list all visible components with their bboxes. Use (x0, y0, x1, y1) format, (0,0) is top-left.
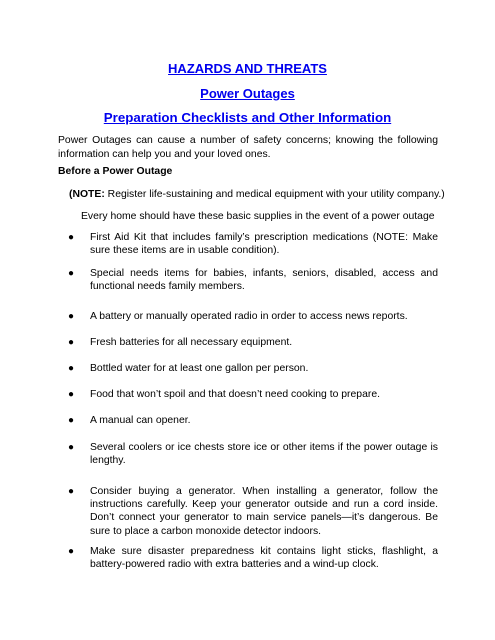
before-outage-heading: Before a Power Outage (58, 166, 173, 177)
note-text: Register life-sustaining and medical equipment with your utility company.) (104, 189, 445, 200)
list-item (58, 336, 438, 349)
list-item (58, 231, 438, 257)
list-item (58, 267, 438, 293)
list-item-text: Bottled water for at least one gallon per person. (90, 363, 309, 374)
list-item (58, 414, 438, 427)
bullet-icon: ● (68, 486, 75, 497)
bullet-icon: ● (68, 337, 75, 348)
document-title[interactable]: HAZARDS AND THREATS (168, 61, 327, 76)
list-item-text: A manual can opener. (90, 415, 191, 426)
note-label: NOTE: (72, 189, 105, 200)
list-item (58, 388, 438, 401)
list-item-text: Fresh batteries for all necessary equipment. (90, 337, 293, 348)
intro-paragraph: Power Outages can cause a number of safety concerns; knowing the following information can help you and your loved ones. (58, 135, 438, 160)
bullet-icon: ● (68, 311, 75, 322)
list-item (58, 545, 438, 571)
bullet-icon: ● (68, 232, 75, 243)
note-open: ( (69, 189, 73, 200)
note-line (69, 189, 445, 200)
list-item-text: First Aid Kit that includes family’s prescription medications (NOTE: Make sure these items are in usable condition). (90, 232, 438, 257)
bullet-icon: ● (68, 268, 75, 279)
bullet-icon: ● (68, 363, 75, 374)
bullet-icon: ● (68, 389, 75, 400)
list-item-text: Consider buying a generator. When installing a generator, follow the instructions carefully. Keep your generator outside and run a cord inside. Don’t connect your generator to main service panels—it’s dangerous. Be sure to place a carbon monoxide detector indoors. (90, 486, 438, 537)
list-item (58, 485, 438, 538)
list-item-text: Several coolers or ice chests store ice or other items if the power outage is lengthy. (90, 442, 438, 467)
list-item (58, 362, 438, 375)
bullet-icon: ● (68, 415, 75, 426)
list-item-text: A battery or manually operated radio in order to access news reports. (90, 311, 408, 322)
document-subtitle[interactable]: Power Outages (200, 86, 295, 101)
list-item-text: Food that won’t spoil and that doesn’t need cooking to prepare. (90, 389, 380, 400)
list-item-text: Make sure disaster preparedness kit contains light sticks, flashlight, a battery-powered radio with extra batteries and a wind-up clock. (90, 546, 438, 571)
bullet-icon: ● (68, 442, 75, 453)
basic-supplies-line: Every home should have these basic supplies in the event of a power outage (81, 211, 435, 222)
list-item-text: Special needs items for babies, infants, seniors, disabled, access and functional needs family members. (90, 268, 438, 293)
bullet-icon: ● (68, 546, 75, 557)
section-title[interactable]: Preparation Checklists and Other Information (103, 110, 392, 125)
list-item (58, 441, 438, 467)
list-item (58, 310, 438, 323)
